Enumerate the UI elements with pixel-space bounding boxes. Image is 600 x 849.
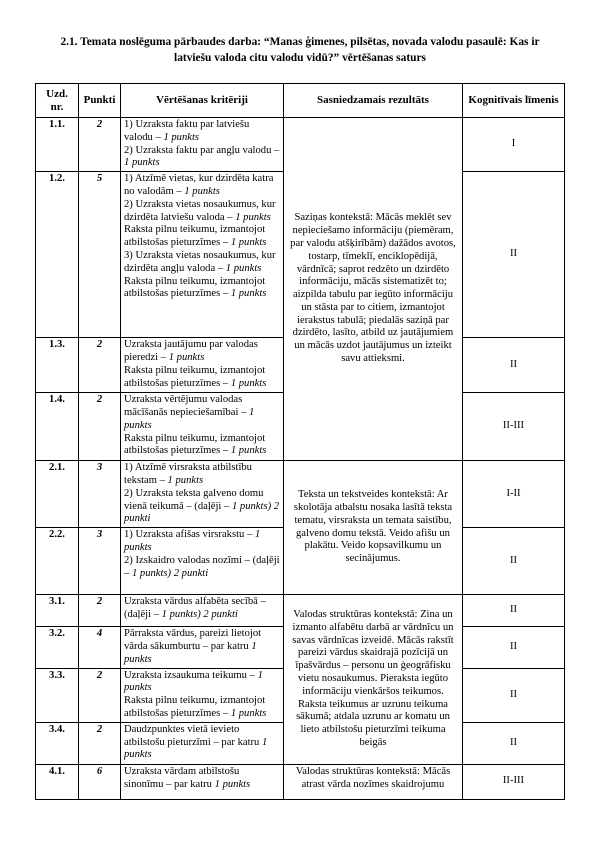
task-number: 3.2.: [36, 627, 79, 668]
cognitive-level: II: [463, 528, 565, 595]
criterion-line: [124, 276, 280, 302]
points: 2: [79, 595, 121, 627]
points: 2: [79, 722, 121, 764]
criterion-text: 2) Uzraksta teksta galveno domu vienā teikumā – (daļēji –: [124, 487, 264, 512]
task-number: 1.1.: [36, 118, 79, 172]
criteria: [121, 393, 284, 461]
criterion-text: 2) Izskaidro valodas nozīmi – (daļēji –: [124, 554, 280, 579]
cognitive-level: II-III: [463, 393, 565, 461]
header-rezultats: Sasniedzamais rezultāts: [284, 84, 463, 118]
criterion-points: 1 punkts: [168, 351, 205, 363]
criterion-points: 1 punkts: [230, 445, 267, 457]
criterion-points: 1 punkts: [124, 529, 261, 553]
criterion-line: [124, 628, 280, 666]
criterion-text: Daudzpunktes vietā ievieto atbilstošu pieturzīmi – par katru: [124, 723, 262, 748]
title-line-2: latviešu valoda citu valodu vidū?” vērtēšanas saturs: [174, 52, 426, 64]
task-number: 2.1.: [36, 461, 79, 528]
criteria: [121, 764, 284, 799]
criterion-line: [124, 119, 280, 145]
header-uzd: Uzd. nr.: [36, 84, 79, 118]
cognitive-level: II: [463, 595, 565, 627]
criterion-points: 1 punkts: [124, 157, 160, 169]
header-punkti: Punkti: [79, 84, 121, 118]
criterion-points: 1 punkts: [167, 474, 204, 486]
criterion-line: [124, 173, 280, 199]
criterion-text: Raksta pilnu teikumu, izmantojot atbilstošas pieturzīmes –: [124, 275, 266, 300]
points: 5: [79, 172, 121, 338]
points: 2: [79, 668, 121, 722]
criterion-points: 1 punkts) 2 punkti: [131, 567, 209, 579]
points: 2: [79, 118, 121, 172]
task-number: 1.3.: [36, 338, 79, 393]
criterion-text: Raksta pilnu teikumu, izmantojot atbilstošas pieturzīmes –: [124, 364, 266, 389]
criteria: [121, 172, 284, 338]
criteria: [121, 338, 284, 393]
criterion-points: 1 punkts: [163, 131, 200, 143]
cognitive-level: II-III: [463, 764, 565, 799]
criterion-line: [124, 555, 280, 581]
task-number: 1.4.: [36, 393, 79, 461]
criterion-line: [124, 250, 280, 276]
criterion-text: 1) Uzraksta afišas virsrakstu –: [124, 529, 255, 541]
criterion-text: Uzraksta izsaukuma teikumu –: [124, 669, 258, 681]
criterion-line: [124, 224, 280, 250]
criteria: [121, 668, 284, 722]
criterion-points: 1 punkts) 2 punkti: [124, 500, 280, 525]
criteria: [121, 528, 284, 595]
criteria: [121, 461, 284, 528]
criterion-line: [124, 394, 280, 432]
criterion-line: [124, 529, 280, 555]
title-line-1: 2.1. Temata noslēguma pārbaudes darba: “Manas ģimenes, pilsētas, novada valodu pasaulē: Kas ir: [60, 36, 540, 48]
points: 3: [79, 461, 121, 528]
criterion-text: Raksta pilnu teikumu, izmantojot atbilstošas pieturzīmes –: [124, 432, 266, 457]
criterion-line: [124, 670, 280, 696]
criterion-points: 1 punkts: [124, 640, 257, 665]
task-number: 3.3.: [36, 668, 79, 722]
criterion-text: Uzraksta jautājumu par valodas pieredzi –: [124, 339, 258, 363]
expected-result: Saziņas kontekstā: Mācās meklēt sev nepieciešamo informāciju (piemēram, par valodu atšķirībām) dažādos avotos, tostarp, tīmeklī, enciklopēdijā, vārdnīcā; saprot redzēto un dzirdēto informāciju, mācās sistematizēt to; aizpilda tabulu par iegūto informāciju un stāsta par to citiem, izmantojot ierakstus tabulā; piedalās saziņā par dzirdēto, lasīto, atbild uz jautājumiem un mācās uzdot jautājumus un izteikt savu attieksmi.: [284, 118, 463, 461]
criteria: [121, 118, 284, 172]
criteria: [121, 722, 284, 764]
criterion-line: [124, 145, 280, 171]
criterion-line: [124, 339, 280, 365]
criterion-line: [124, 724, 280, 762]
criterion-text: Uzraksta vārdus alfabēta secībā – (daļēji –: [124, 596, 266, 620]
points: 2: [79, 393, 121, 461]
task-number: 4.1.: [36, 764, 79, 799]
criteria: [121, 595, 284, 627]
criterion-points: 1 punkts: [124, 736, 268, 761]
table-row: [36, 764, 565, 799]
table-row: [36, 118, 565, 172]
task-number: 2.2.: [36, 528, 79, 595]
criterion-text: Raksta pilnu teikumu, izmantojot atbilstošas pieturzīmes –: [124, 695, 266, 719]
points: 2: [79, 338, 121, 393]
criterion-points: 1 punkts: [214, 778, 251, 790]
criterion-points: 1 punkts: [230, 237, 267, 249]
cognitive-level: II: [463, 627, 565, 668]
criterion-text: 1) Atzīmē virsraksta atbilstību tekstam –: [124, 462, 252, 486]
criterion-text: 1) Atzīmē vietas, kur dzirdēta katra no valodām –: [124, 173, 274, 197]
criterion-points: 1 punkts: [124, 669, 263, 694]
table-row: [36, 595, 565, 627]
criterion-line: [124, 433, 280, 459]
points: 4: [79, 627, 121, 668]
criteria: [121, 627, 284, 668]
expected-result: Valodas struktūras kontekstā: Mācās atrast vārda nozīmes skaidrojumu: [284, 764, 463, 799]
criterion-points: 1 punkts: [230, 707, 267, 719]
cognitive-level: II: [463, 722, 565, 764]
expected-result: Teksta un tekstveides kontekstā: Ar skolotāja atbalstu nosaka lasītā teksta tematu, virsraksta un temata saistību, galveno domu tekstā. Veido afišu un plakātu. Veido kopsavilkumu un secinājumus.: [284, 461, 463, 595]
criterion-line: [124, 462, 280, 488]
criterion-text: Raksta pilnu teikumu, izmantojot atbilstošas pieturzīmes –: [124, 224, 266, 249]
expected-result: Valodas struktūras kontekstā: Zina un izmanto alfabētu darbā ar vārdnīcu un savas vārdnīcas izveidē. Mācās rakstīt pareizi vārdus skaidrajā pozīcijā un īpašvārdus – personu un ģeogrāfisku vietu nosaukumus. Pieraksta iegūto informāciju vienkāršos teikumos. Raksta teikumus ar uzrunu teikuma sākumā; atdala uzrunu ar komatu un lieto atbilstošu pieturzīmi teikuma beigās: [284, 595, 463, 765]
criterion-text: 1) Uzraksta faktu par latviešu valodu –: [124, 119, 250, 143]
cognitive-level: II: [463, 668, 565, 722]
criterion-text: Uzraksta vārdam atbilstošu sinonīmu – par katru: [124, 765, 240, 790]
task-number: 3.1.: [36, 595, 79, 627]
document-title: [40, 34, 560, 66]
criterion-text: 2) Uzraksta faktu par angļu valodu –: [124, 144, 280, 156]
criterion-points: 1 punkts: [225, 262, 262, 274]
task-number: 3.4.: [36, 722, 79, 764]
cognitive-level: I-II: [463, 461, 565, 528]
criterion-line: [124, 596, 280, 622]
task-number: 1.2.: [36, 172, 79, 338]
header-row: [36, 84, 565, 118]
criterion-line: [124, 766, 280, 792]
criterion-text: 3) Uzraksta vietas nosaukumus, kur dzirdēta angļu valoda –: [124, 249, 276, 274]
criterion-points: 1 punkts: [230, 288, 267, 300]
criterion-text: 2) Uzraksta vietas nosaukumus, kur dzirdēta latviešu valoda –: [124, 198, 276, 223]
header-kriteriji: Vērtēšanas kritēriji: [121, 84, 284, 118]
criterion-text: Uzraksta vērtējumu valodas mācīšanās nepieciešamībai –: [124, 394, 250, 418]
criterion-points: 1 punkts: [184, 185, 220, 197]
cognitive-level: II: [463, 172, 565, 338]
points: 3: [79, 528, 121, 595]
criterion-points: 1 punkts: [124, 406, 255, 431]
criterion-line: [124, 365, 280, 391]
criterion-text: Pārraksta vārdus, pareizi lietojot vārda sākumburtu – par katru: [124, 628, 262, 652]
points: 6: [79, 764, 121, 799]
criterion-points: 1 punkts: [235, 211, 271, 223]
criterion-points: 1 punkts: [230, 377, 267, 389]
criterion-points: 1 punkts) 2 punkti: [161, 608, 238, 620]
criterion-line: [124, 695, 280, 721]
criterion-line: [124, 199, 280, 225]
table-body: [36, 118, 565, 800]
cognitive-level: II: [463, 338, 565, 393]
table-row: [36, 461, 565, 528]
assessment-table: [35, 83, 565, 800]
cognitive-level: I: [463, 118, 565, 172]
criterion-line: [124, 488, 280, 526]
header-kognitivais: Kognitīvais līmenis: [463, 84, 565, 118]
